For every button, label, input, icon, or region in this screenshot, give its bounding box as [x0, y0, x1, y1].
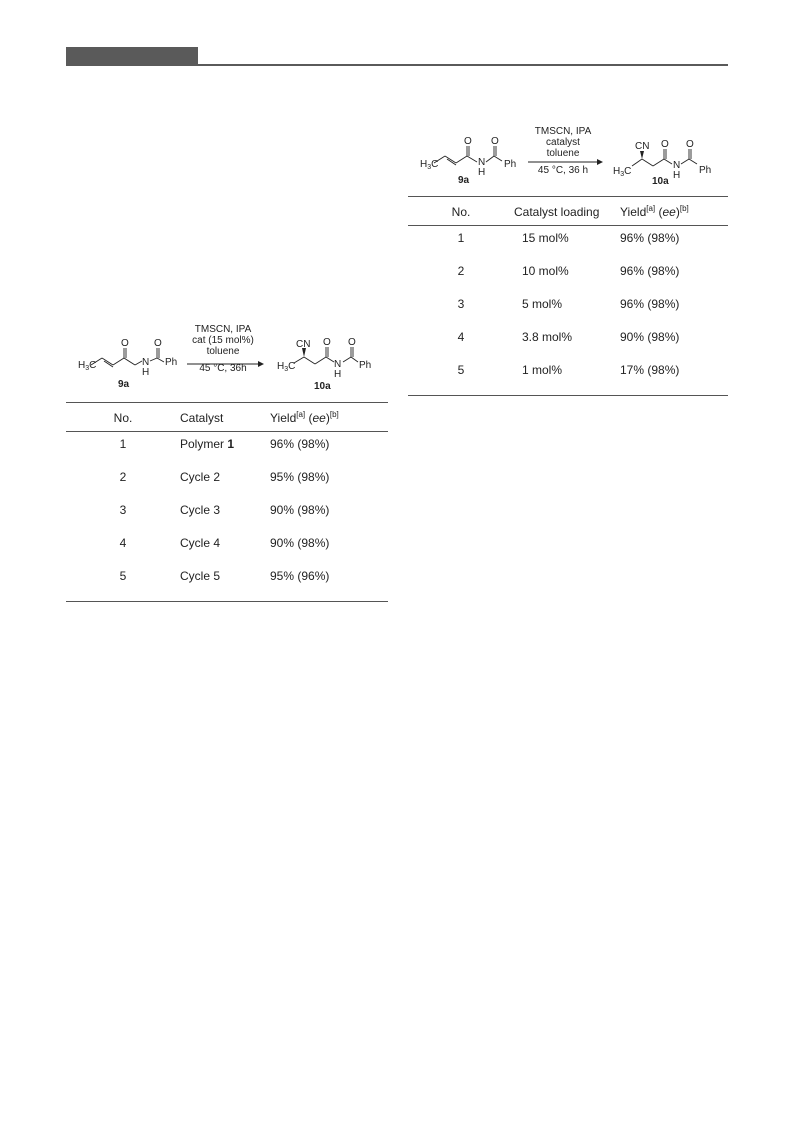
header-rule: [66, 64, 728, 66]
cyano-label: CN: [635, 141, 650, 152]
oxygen-label: O: [348, 337, 356, 348]
cell-catalyst: Polymer 1: [180, 437, 235, 451]
cell-yield: 96% (98%): [620, 231, 680, 245]
condition-catalyst: cat (15 mol%): [192, 335, 254, 346]
cell-no: 5: [119, 568, 127, 583]
col-header-yield: Yield[a] (ee)[b]: [270, 410, 339, 425]
reaction-conditions: [520, 126, 606, 176]
phenyl-label: Ph: [359, 360, 372, 371]
right-panel: [408, 122, 728, 396]
compound-label-10a: 10a: [652, 176, 669, 187]
cell-yield: 96% (98%): [270, 437, 330, 451]
cell-catalyst: Cycle 4: [180, 535, 221, 550]
oxygen-label: O: [464, 136, 472, 147]
condition-reagents: TMSCN, IPA: [194, 324, 252, 335]
table-row: [408, 325, 728, 358]
h3c-label: $H_3C$: [613, 166, 632, 178]
left-panel: [66, 320, 388, 602]
oxygen-label: O: [491, 136, 499, 147]
cell-no: 2: [119, 469, 127, 484]
table-header-row: [408, 197, 728, 226]
cell-no: 3: [119, 502, 127, 517]
h3c-label: $H_3C$: [277, 361, 296, 373]
condition-solvent: toluene: [546, 148, 580, 159]
cell-yield: 95% (98%): [270, 469, 330, 484]
cell-no: 3: [457, 296, 465, 311]
cell-yield: 90% (98%): [270, 502, 330, 517]
oxygen-label: O: [661, 139, 669, 150]
table-row: [66, 564, 388, 602]
table-row: [408, 292, 728, 325]
header-block: [66, 47, 198, 65]
table-row: [408, 259, 728, 292]
catalyst-table: [66, 402, 388, 602]
oxygen-label: O: [154, 338, 162, 349]
col-header-catalyst: Catalyst: [180, 411, 224, 425]
col-header-no: No.: [451, 205, 471, 219]
cell-no: 4: [119, 535, 127, 550]
cell-loading: 3.8 mol%: [522, 329, 573, 344]
cyano-label: CN: [296, 339, 311, 350]
reaction-conditions: [180, 324, 266, 374]
cell-catalyst: Cycle 2: [180, 469, 221, 484]
catalyst-loading-table: [408, 196, 728, 396]
condition-solvent: toluene: [206, 346, 240, 357]
cell-no: 5: [457, 362, 465, 377]
oxygen-label: O: [323, 337, 331, 348]
nitrogen-label: N: [478, 157, 486, 168]
phenyl-label: Ph: [504, 159, 517, 170]
cell-yield: 95% (96%): [270, 568, 330, 583]
col-header-yield: Yield[a] (ee)[b]: [620, 204, 689, 219]
reaction-scheme-right: [408, 122, 728, 192]
cell-yield: 90% (98%): [270, 535, 330, 550]
phenyl-label: Ph: [165, 357, 178, 368]
compound-label-9a: 9a: [458, 175, 470, 186]
nitrogen-label: N: [673, 160, 681, 171]
cell-yield: 96% (98%): [620, 296, 680, 311]
h3c-label: $H_3C$: [78, 360, 97, 372]
condition-catalyst: catalyst: [546, 137, 580, 148]
condition-reagents: TMSCN, IPA: [534, 126, 592, 137]
cell-no: 2: [457, 263, 465, 278]
cell-no: 1: [457, 231, 465, 245]
table-row: [66, 531, 388, 564]
cell-no: 1: [119, 437, 127, 451]
nitrogen-label: N: [334, 359, 342, 370]
hydrogen-label: H: [142, 367, 150, 378]
phenyl-label: Ph: [699, 165, 712, 176]
col-header-no: No.: [113, 411, 133, 425]
table-row: [66, 465, 388, 498]
cell-catalyst: Cycle 3: [180, 502, 221, 517]
condition-temp-time: 45 °C, 36h: [199, 363, 247, 374]
col-header-loading: Catalyst loading: [514, 205, 600, 219]
table-row: [408, 226, 728, 259]
table-row: [408, 358, 728, 396]
cell-loading: 10 mol%: [522, 263, 569, 278]
h3c-label: $H_3C$: [420, 159, 439, 171]
cell-catalyst: Cycle 5: [180, 568, 221, 583]
compound-label-10a: 10a: [314, 381, 331, 392]
oxygen-label: O: [121, 338, 129, 349]
condition-temp-time: 45 °C, 36 h: [537, 165, 589, 176]
cell-loading: 1 mol%: [522, 362, 563, 377]
cell-yield: 90% (98%): [620, 329, 680, 344]
nitrogen-label: N: [142, 357, 150, 368]
table-row: [66, 432, 388, 465]
cell-loading: 5 mol%: [522, 296, 563, 311]
cell-loading: 15 mol%: [522, 231, 569, 245]
oxygen-label: O: [686, 139, 694, 150]
hydrogen-label: H: [673, 170, 681, 181]
table-header-row: [66, 403, 388, 432]
cell-yield: 96% (98%): [620, 263, 680, 278]
hydrogen-label: H: [334, 369, 342, 380]
table-row: [66, 498, 388, 531]
cell-no: 4: [457, 329, 465, 344]
compound-label-9a: 9a: [118, 379, 130, 390]
reaction-scheme-left: [66, 320, 388, 402]
hydrogen-label: H: [478, 167, 486, 178]
cell-yield: 17% (98%): [620, 362, 680, 377]
